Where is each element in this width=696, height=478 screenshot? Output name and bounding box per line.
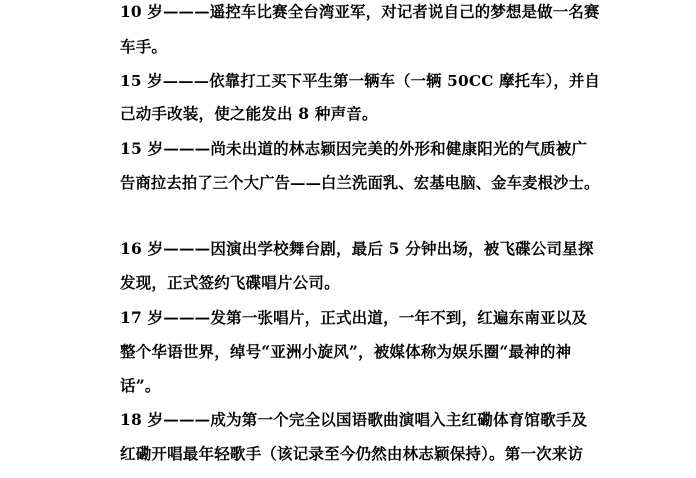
entry-age-18-line-1: 18 岁———成为第一个完全以国语歌曲演唱入主红磡体育馆歌手及 <box>120 410 588 429</box>
entry-age-10-line-1: 10 岁———遥控车比赛全台湾亚军，对记者说自己的梦想是做一名赛 <box>120 3 600 21</box>
entry-age-15a-line-1: 15 岁———依靠打工买下平生第一辆车（一辆 50CC 摩托车），并自 <box>120 72 600 90</box>
entry-age-15b-line-2: 告商拉去拍了三个大广告——白兰洗面乳、宏基电脑、金车麦根沙士。 <box>120 174 600 192</box>
entry-age-18-line-2: 红磡开唱最年轻歌手（该记录至今仍然由林志颖保持）。第一次来访 <box>120 444 584 463</box>
entry-age-15a-line-2: 己动手改装，使之能发出 8 种声音。 <box>120 104 378 123</box>
entry-age-17-line-2: 整个华语世界，绰号“亚洲小旋风”，被媒体称为娱乐圈“最神的神 <box>120 342 572 361</box>
entry-age-16-line-2: 发现，正式签约飞碟唱片公司。 <box>120 273 340 292</box>
entry-age-17-line-1: 17 岁———发第一张唱片，正式出道，一年不到，红遍东南亚以及 <box>120 308 588 327</box>
entry-age-15b-line-1: 15 岁———尚未出道的林志颖因完美的外形和健康阳光的气质被广 <box>120 139 588 158</box>
entry-age-17-line-3: 话”。 <box>120 376 161 395</box>
entry-age-10-line-2: 车手。 <box>120 37 168 56</box>
entry-age-16-line-1: 16 岁———因演出学校舞台剧，最后 5 分钟出场，被飞碟公司星探 <box>120 239 594 258</box>
